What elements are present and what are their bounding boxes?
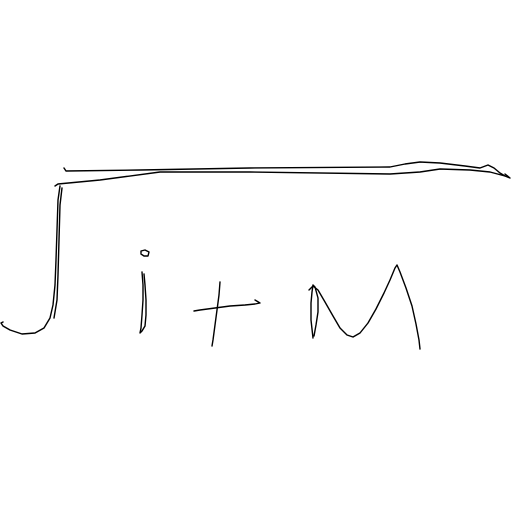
radical-sign bbox=[1, 162, 510, 334]
plus-sign bbox=[194, 282, 260, 346]
letter-m-left-loop bbox=[311, 285, 318, 338]
letter-j bbox=[140, 250, 149, 333]
letter-m bbox=[309, 265, 420, 349]
plus-horizontal bbox=[194, 300, 260, 311]
radical-stem bbox=[1, 186, 60, 334]
letter-j-stem bbox=[140, 272, 146, 333]
letter-m-body bbox=[309, 265, 420, 349]
letter-j-dot bbox=[141, 250, 149, 256]
plus-vertical bbox=[212, 282, 220, 346]
radical-overbar-bottom bbox=[55, 169, 505, 186]
